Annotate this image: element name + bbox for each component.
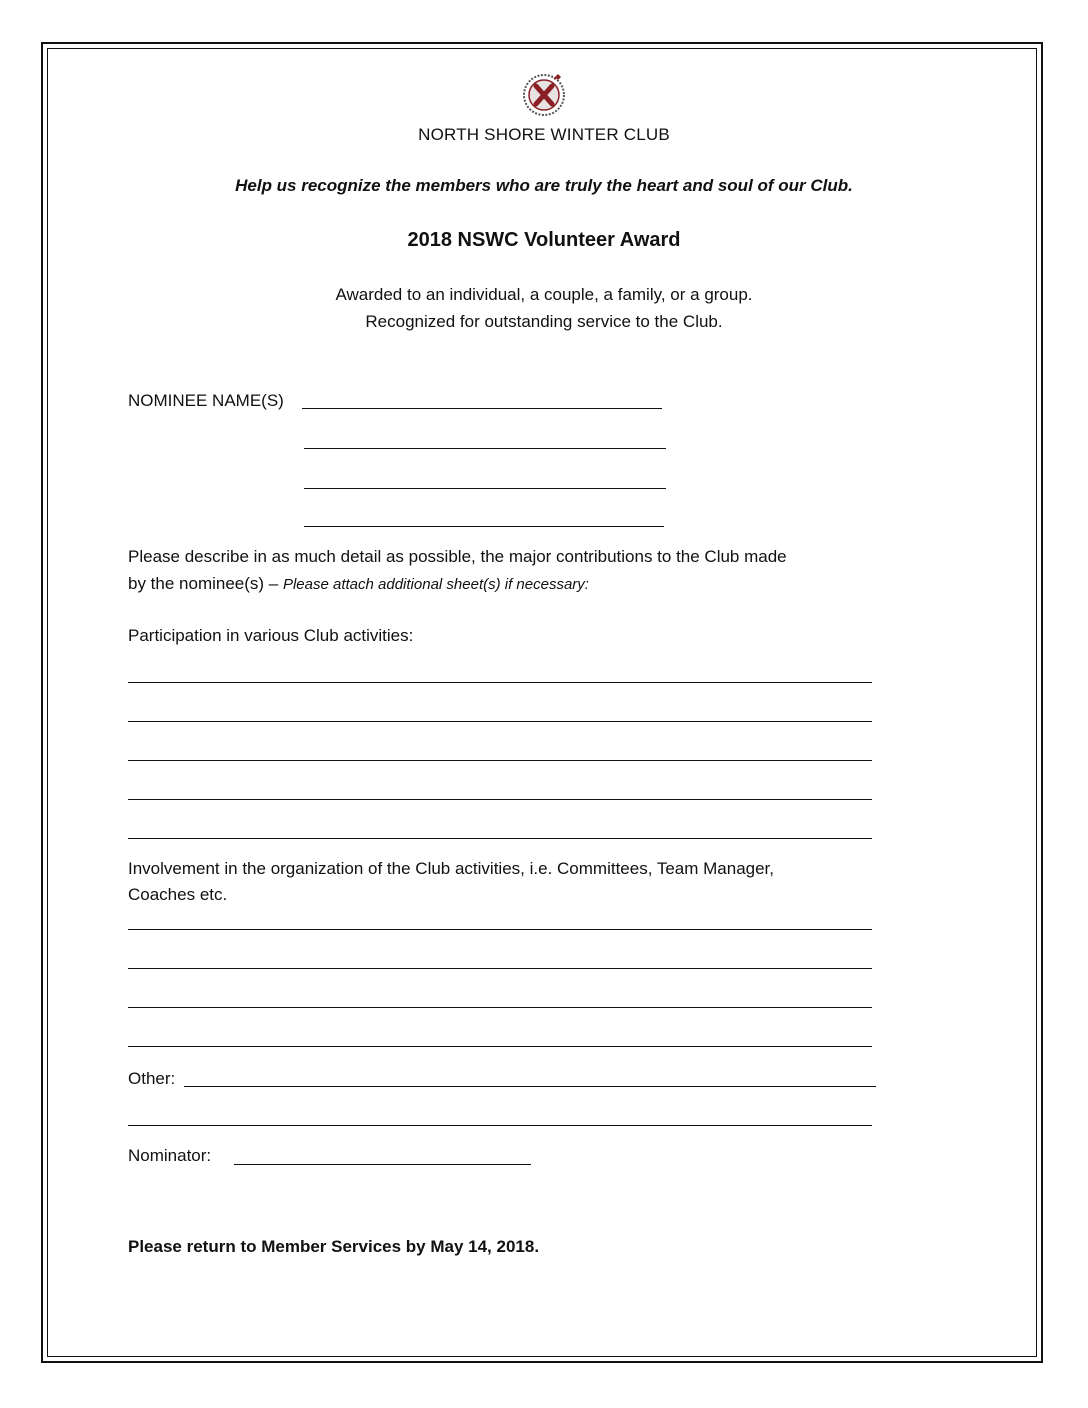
club-name: NORTH SHORE WINTER CLUB [418, 125, 670, 144]
nominee-label: NOMINEE NAME(S) [128, 391, 284, 410]
participation-field-1[interactable] [128, 682, 872, 683]
describe-instructions-main: by the nominee(s) – [128, 574, 283, 593]
nominator-field[interactable] [234, 1164, 531, 1165]
participation-field-4[interactable] [128, 799, 872, 800]
tagline: Help us recognize the members who are truly the heart and soul of our Club. [235, 176, 853, 195]
subtitle-line-1: Awarded to an individual, a couple, a family, or a group. [335, 285, 753, 304]
other-field-2[interactable] [128, 1125, 872, 1126]
other-label: Other: [128, 1069, 176, 1088]
participation-field-5[interactable] [128, 838, 872, 839]
nominee-name-field-2[interactable] [304, 448, 666, 449]
nominee-name-field-4[interactable] [304, 526, 664, 527]
involvement-label-line-2: Coaches etc. [128, 885, 228, 904]
club-crest-icon [520, 70, 568, 118]
describe-instructions-line-1: Please describe in as much detail as possible, the major contributions to the Club made [128, 547, 787, 566]
nominee-name-field-3[interactable] [304, 488, 666, 489]
participation-label: Participation in various Club activities: [128, 626, 414, 645]
involvement-field-4[interactable] [128, 1046, 872, 1047]
involvement-field-1[interactable] [128, 929, 872, 930]
involvement-field-2[interactable] [128, 968, 872, 969]
page-title: 2018 NSWC Volunteer Award [407, 229, 681, 251]
involvement-label-line-1: Involvement in the organization of the Club activities, i.e. Committees, Team Manager, [128, 859, 775, 878]
attach-sheets-note: Please attach additional sheet(s) if necessary: [282, 576, 589, 593]
involvement-field-3[interactable] [128, 1007, 872, 1008]
other-field-1[interactable] [184, 1086, 876, 1087]
participation-field-3[interactable] [128, 760, 872, 761]
return-note: Please return to Member Services by May 14, 2018. [128, 1237, 540, 1256]
nominee-name-field-1[interactable] [302, 408, 662, 409]
subtitle-line-2: Recognized for outstanding service to the Club. [365, 312, 723, 331]
participation-field-2[interactable] [128, 721, 872, 722]
describe-instructions-line-2 [128, 571, 589, 598]
nominator-label: Nominator: [128, 1146, 212, 1165]
